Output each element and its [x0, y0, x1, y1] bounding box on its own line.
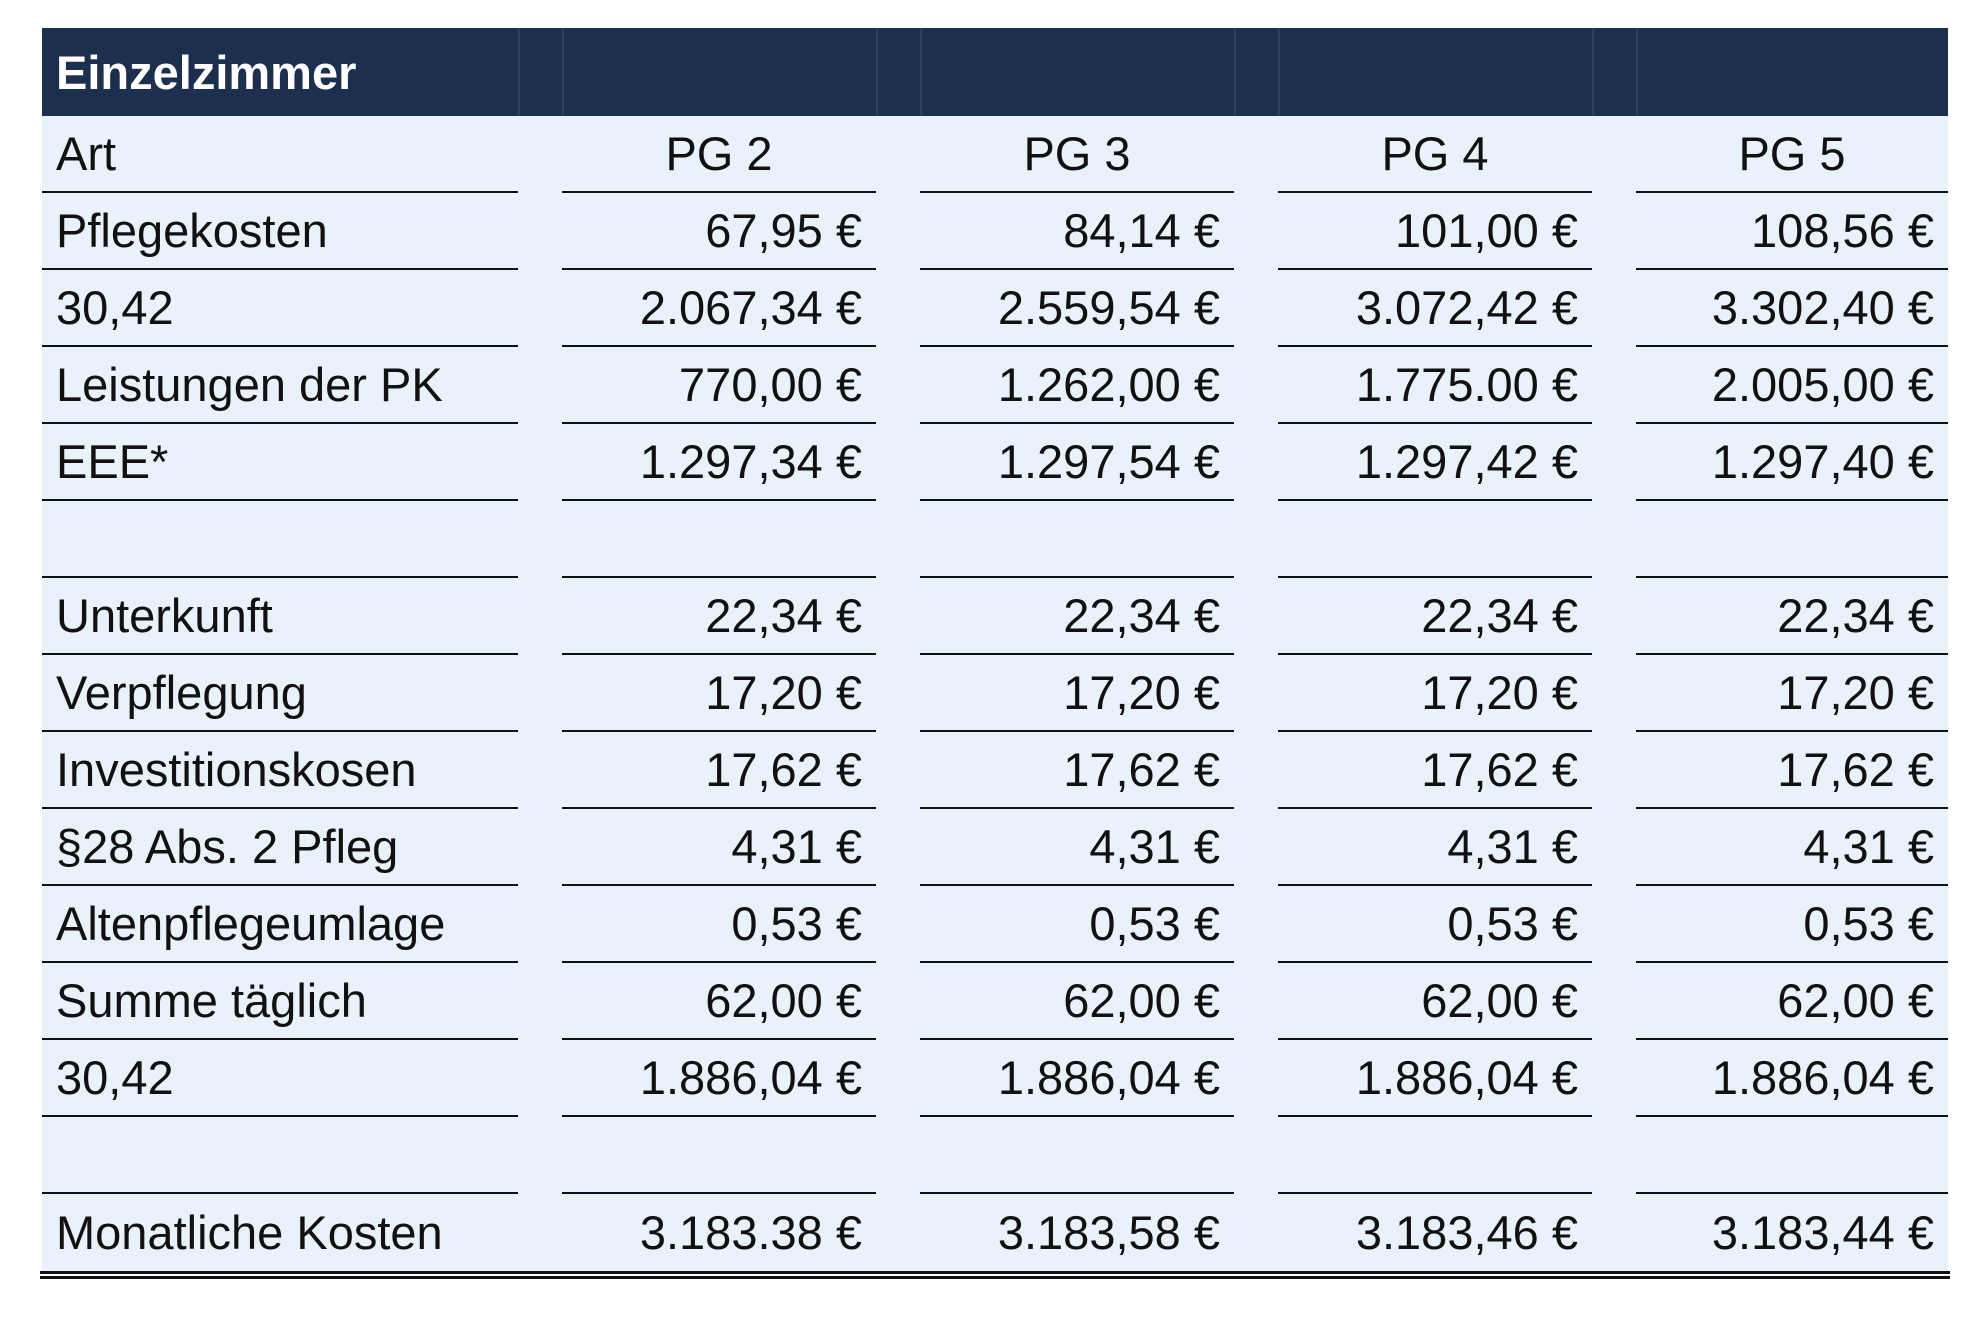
pg3-value: [920, 1117, 1234, 1194]
pg2-value: 62,00 €: [562, 963, 876, 1040]
pg5-value: 4,31 €: [1636, 809, 1948, 886]
spacer-row: [42, 501, 1948, 578]
table-row: [42, 886, 1948, 963]
row-label: Verpflegung: [42, 655, 518, 732]
table-row: [42, 963, 1948, 1040]
pg5-value: 17,20 €: [1636, 655, 1948, 732]
column-gap: [1592, 193, 1636, 270]
table-row: [42, 1040, 1948, 1117]
column-gap: [876, 270, 920, 347]
column-gap: [1234, 1117, 1278, 1194]
column-gap: [518, 886, 562, 963]
spacer-row: [42, 1117, 1948, 1194]
table-row: [42, 270, 1948, 347]
row-label: [42, 501, 518, 578]
row-label: Summe täglich: [42, 963, 518, 1040]
pg5-value: 108,56 €: [1636, 193, 1948, 270]
column-gap: [1592, 963, 1636, 1040]
column-gap: [518, 732, 562, 809]
column-gap: [518, 655, 562, 732]
column-gap: [1592, 655, 1636, 732]
pg4-value: 101,00 €: [1278, 193, 1592, 270]
pg3-value: 4,31 €: [920, 809, 1234, 886]
column-gap: [1234, 1194, 1278, 1271]
column-gap: [876, 501, 920, 578]
row-label: EEE*: [42, 424, 518, 501]
column-header-pg3: PG 3: [920, 116, 1234, 193]
table-row: [42, 732, 1948, 809]
row-label: Leistungen der PK: [42, 347, 518, 424]
pg2-value: [562, 501, 876, 578]
table-row: [42, 809, 1948, 886]
double-underline: [40, 1271, 1950, 1279]
pg5-value: 0,53 €: [1636, 886, 1948, 963]
row-label: Altenpflegeumlage: [42, 886, 518, 963]
column-gap: [876, 809, 920, 886]
pg2-value: 770,00 €: [562, 347, 876, 424]
pg4-value: 62,00 €: [1278, 963, 1592, 1040]
total-row: [42, 1194, 1948, 1271]
column-header-pg5: PG 5: [1636, 116, 1948, 193]
column-gap: [1592, 347, 1636, 424]
column-gap: [1234, 501, 1278, 578]
row-label: [42, 1117, 518, 1194]
pg4-value: 17,20 €: [1278, 655, 1592, 732]
column-gap: [876, 347, 920, 424]
pg4-value: 4,31 €: [1278, 809, 1592, 886]
table-row: [42, 424, 1948, 501]
title-spacer: [562, 28, 876, 116]
column-gap: [518, 1040, 562, 1117]
pg4-value: 3.072,42 €: [1278, 270, 1592, 347]
column-header-art: Art: [42, 116, 518, 193]
column-gap: [1234, 424, 1278, 501]
column-gap: [876, 1040, 920, 1117]
column-gap: [876, 732, 920, 809]
column-gap: [876, 1117, 920, 1194]
column-gap: [518, 578, 562, 655]
column-gap: [1592, 578, 1636, 655]
column-gap: [518, 809, 562, 886]
pg5-value: 3.302,40 €: [1636, 270, 1948, 347]
pg2-value: 1.297,34 €: [562, 424, 876, 501]
row-label: §28 Abs. 2 Pfleg: [42, 809, 518, 886]
pg5-value: [1636, 501, 1948, 578]
table-title: Einzelzimmer: [42, 28, 518, 116]
row-label: Pflegekosten: [42, 193, 518, 270]
column-gap: [1592, 1040, 1636, 1117]
row-label: 30,42: [42, 270, 518, 347]
column-gap: [1592, 809, 1636, 886]
column-gap: [1234, 347, 1278, 424]
column-gap: [1234, 809, 1278, 886]
pg5-value: 3.183,44 €: [1636, 1194, 1948, 1271]
title-spacer: [1234, 28, 1278, 116]
column-gap: [876, 116, 920, 193]
column-gap: [518, 1194, 562, 1271]
row-label: Unterkunft: [42, 578, 518, 655]
column-gap: [1592, 732, 1636, 809]
pg3-value: 1.262,00 €: [920, 347, 1234, 424]
pg3-value: 0,53 €: [920, 886, 1234, 963]
column-gap: [876, 193, 920, 270]
column-gap: [876, 424, 920, 501]
table-title-row: [42, 28, 1948, 116]
column-gap: [876, 1194, 920, 1271]
pg4-value: 17,62 €: [1278, 732, 1592, 809]
pg3-value: 1.297,54 €: [920, 424, 1234, 501]
row-label: Monatliche Kosten: [42, 1194, 518, 1271]
title-spacer: [1636, 28, 1948, 116]
pg2-value: 1.886,04 €: [562, 1040, 876, 1117]
column-gap: [1592, 1194, 1636, 1271]
pg2-value: 3.183.38 €: [562, 1194, 876, 1271]
pg5-value: 1.886,04 €: [1636, 1040, 1948, 1117]
title-spacer: [1592, 28, 1636, 116]
column-gap: [1592, 270, 1636, 347]
title-spacer: [1278, 28, 1592, 116]
pg3-value: 1.886,04 €: [920, 1040, 1234, 1117]
pg2-value: 67,95 €: [562, 193, 876, 270]
column-header-pg4: PG 4: [1278, 116, 1592, 193]
pg2-value: 0,53 €: [562, 886, 876, 963]
cost-table: [42, 28, 1948, 1271]
column-gap: [518, 963, 562, 1040]
column-gap: [1592, 501, 1636, 578]
table-row: [42, 578, 1948, 655]
column-gap: [1592, 1117, 1636, 1194]
pg4-value: 1.297,42 €: [1278, 424, 1592, 501]
pg3-value: 17,20 €: [920, 655, 1234, 732]
table-row: [42, 347, 1948, 424]
column-gap: [876, 655, 920, 732]
pg5-value: 62,00 €: [1636, 963, 1948, 1040]
pg2-value: 17,20 €: [562, 655, 876, 732]
pg3-value: 3.183,58 €: [920, 1194, 1234, 1271]
title-spacer: [876, 28, 920, 116]
column-gap: [1592, 424, 1636, 501]
column-gap: [518, 424, 562, 501]
pg4-value: [1278, 501, 1592, 578]
pg3-value: 62,00 €: [920, 963, 1234, 1040]
column-gap: [1592, 886, 1636, 963]
pg5-value: 22,34 €: [1636, 578, 1948, 655]
column-gap: [518, 116, 562, 193]
pg4-value: 3.183,46 €: [1278, 1194, 1592, 1271]
table-row: [42, 193, 1948, 270]
row-label: Investitionskosen: [42, 732, 518, 809]
column-gap: [1234, 1040, 1278, 1117]
pg5-value: 17,62 €: [1636, 732, 1948, 809]
pg3-value: 2.559,54 €: [920, 270, 1234, 347]
column-gap: [518, 193, 562, 270]
column-header-pg2: PG 2: [562, 116, 876, 193]
pg2-value: 22,34 €: [562, 578, 876, 655]
pg4-value: 0,53 €: [1278, 886, 1592, 963]
column-header-row: [42, 116, 1948, 193]
column-gap: [1234, 270, 1278, 347]
column-gap: [1234, 732, 1278, 809]
column-gap: [1234, 578, 1278, 655]
column-gap: [518, 270, 562, 347]
pg3-value: 22,34 €: [920, 578, 1234, 655]
column-gap: [876, 886, 920, 963]
pg2-value: 17,62 €: [562, 732, 876, 809]
title-spacer: [518, 28, 562, 116]
column-gap: [518, 347, 562, 424]
pg5-value: [1636, 1117, 1948, 1194]
column-gap: [1234, 193, 1278, 270]
pg5-value: 2.005,00 €: [1636, 347, 1948, 424]
column-gap: [518, 1117, 562, 1194]
pg3-value: [920, 501, 1234, 578]
pg3-value: 17,62 €: [920, 732, 1234, 809]
column-gap: [1234, 655, 1278, 732]
column-gap: [1592, 116, 1636, 193]
pg4-value: 1.886,04 €: [1278, 1040, 1592, 1117]
pg2-value: 4,31 €: [562, 809, 876, 886]
pg4-value: [1278, 1117, 1592, 1194]
column-gap: [1234, 963, 1278, 1040]
table-row: [42, 655, 1948, 732]
pg3-value: 84,14 €: [920, 193, 1234, 270]
title-spacer: [920, 28, 1234, 116]
column-gap: [876, 578, 920, 655]
pg4-value: 1.775.00 €: [1278, 347, 1592, 424]
column-gap: [518, 501, 562, 578]
column-gap: [876, 963, 920, 1040]
column-gap: [1234, 886, 1278, 963]
pg2-value: 2.067,34 €: [562, 270, 876, 347]
pg5-value: 1.297,40 €: [1636, 424, 1948, 501]
pg2-value: [562, 1117, 876, 1194]
pg4-value: 22,34 €: [1278, 578, 1592, 655]
table-body: [42, 193, 1948, 1271]
row-label: 30,42: [42, 1040, 518, 1117]
column-gap: [1234, 116, 1278, 193]
